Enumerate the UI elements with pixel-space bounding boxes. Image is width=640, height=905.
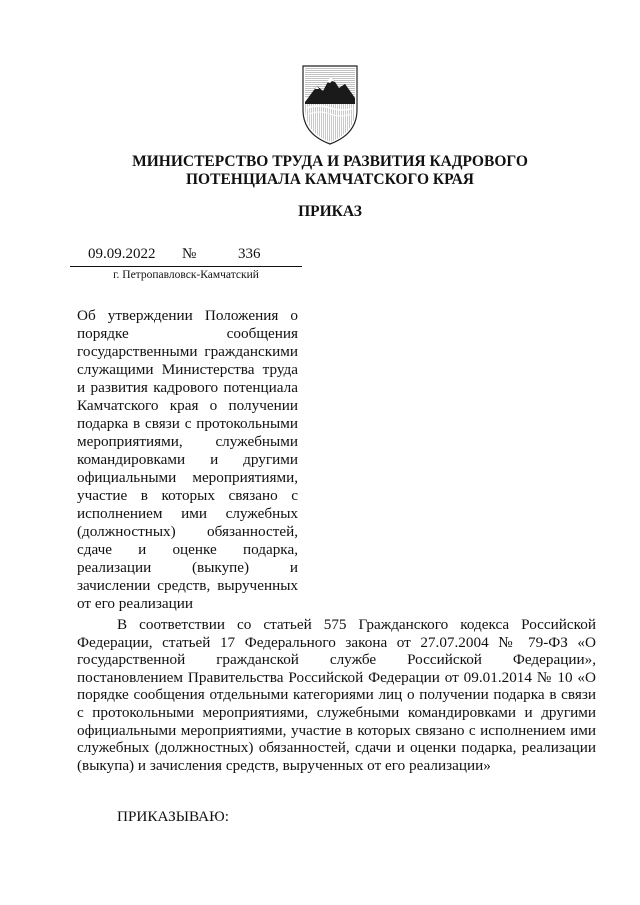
order-title: ПРИКАЗ (298, 203, 362, 220)
preamble-paragraph: В соответствии со статьей 575 Гражданского кодекса Российской Федерации, статьей 17 Федерального закона от 27.07.2004 № 79-ФЗ «О государственной гражданской службе Российской Федерации», постановлением Правительства Российской Федерации от 09.01.2014 № 10 «О порядке сообщения отдельными категориями лиц о получении подарка в связи с протокольными мероприятиями, служебными командировками и другими официальными мероприятиями, участие в которых связано с исполнением ими служебных (должностных) обязанностей, сдачи и оценки подарка, реализации (выкупа) и зачисления средств, вырученных от его реализации» (77, 616, 596, 774)
order-date: 09.09.2022 (88, 246, 156, 262)
number-sign: № (182, 246, 197, 262)
order-subject: Об утверждении Положения о порядке сообщения государственными гражданскими служащими Министерства труда и развития кадрового потенциала Камчатского края о получении подарка в связи с протокольными мероприятиями, служебными командировками и другими официальными мероприятиями, участие в которых связано с исполнением ими служебных (должностных) обязанностей, сдаче и оценке подарка, реализации (выкупе) и зачислении средств, вырученных от его реализации (77, 307, 298, 612)
kamchatka-coat-of-arms-icon (297, 58, 363, 148)
ministry-name (60, 153, 600, 189)
order-city: г. Петропавловск-Камчатский (113, 269, 259, 281)
order-date-number-row (70, 246, 302, 267)
order-number: 336 (238, 246, 261, 262)
ministry-name-line2: ПОТЕНЦИАЛА КАМЧАТСКОГО КРАЯ (186, 171, 474, 188)
order-directive: ПРИКАЗЫВАЮ: (117, 808, 229, 825)
ministry-name-line1: МИНИСТЕРСТВО ТРУДА И РАЗВИТИЯ КАДРОВОГО (132, 153, 528, 170)
